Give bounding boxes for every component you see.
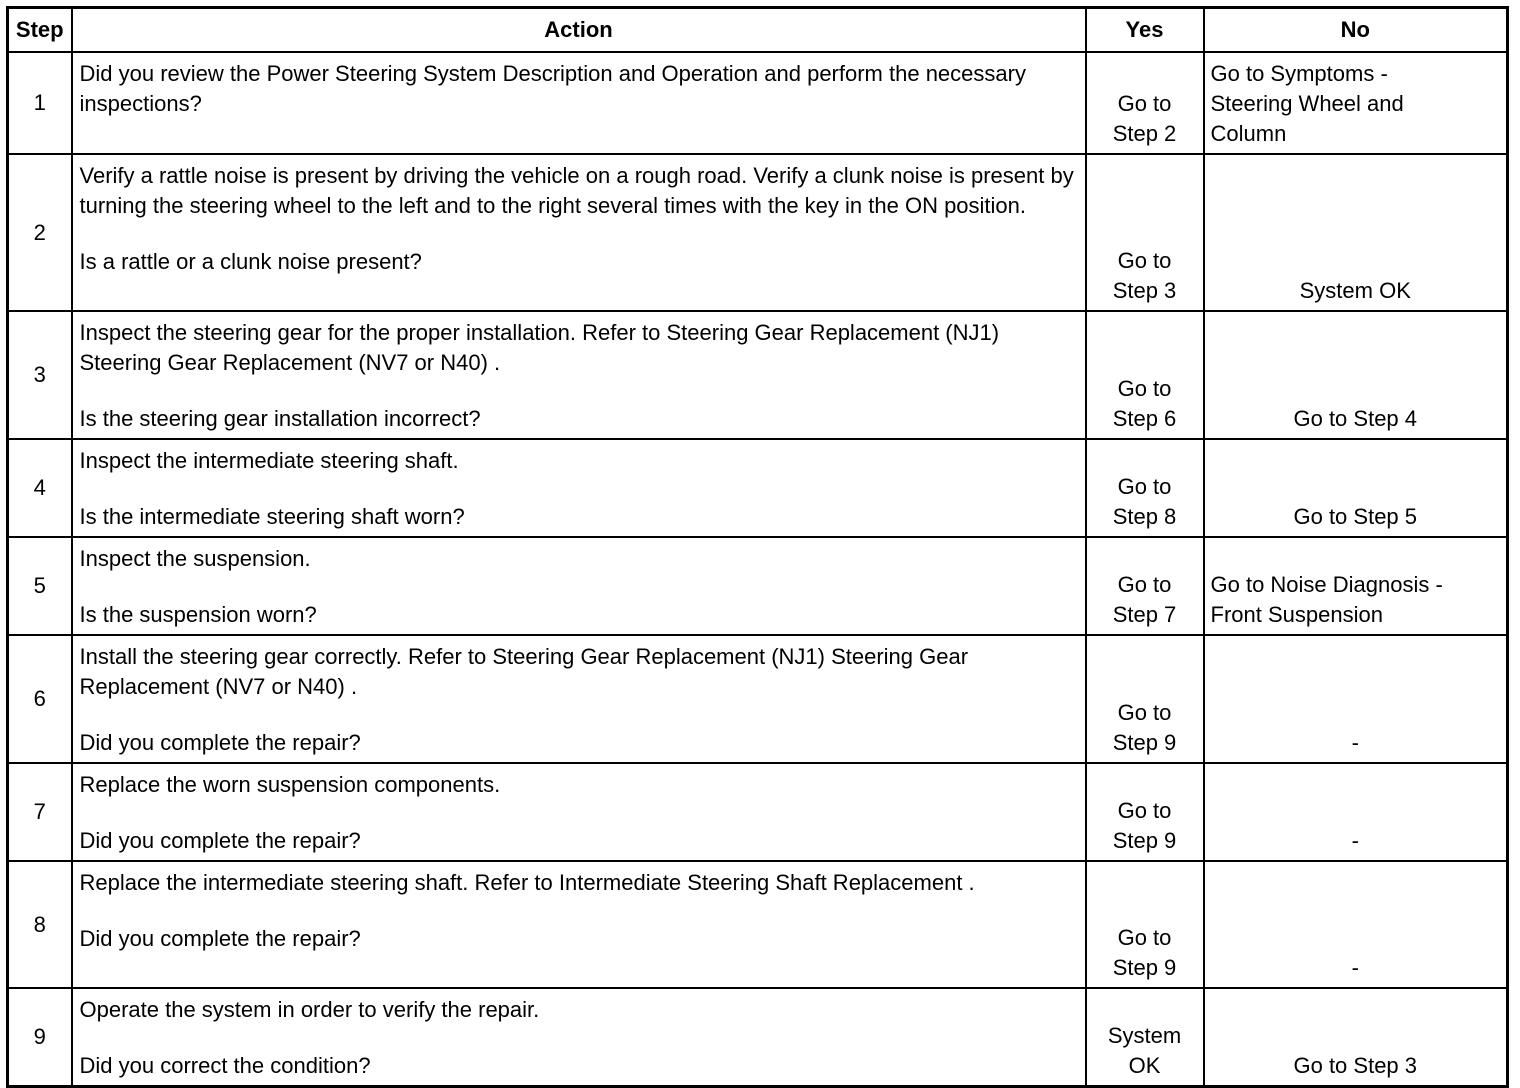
yes-cell: [1086, 52, 1204, 154]
no-text-line: -: [1351, 828, 1359, 853]
action-text: Operate the system in order to verify the repair.: [79, 997, 540, 1022]
action-cell: [72, 988, 1086, 1087]
yes-cell: [1086, 763, 1204, 861]
no-text-line: -: [1351, 730, 1359, 755]
action-text: Inspect the steering gear for the proper installation. Refer to Steering Gear Replacement (NJ1) Steering Gear Replacement (NV7 or N40) .: [79, 320, 1000, 375]
yes-text-line: Go to: [1117, 376, 1172, 401]
header-no: No: [1204, 8, 1508, 53]
yes-text-line: Go to: [1117, 572, 1172, 597]
no-text-line: System OK: [1299, 278, 1411, 303]
action-cell: [72, 154, 1086, 311]
yes-text-line: Step 9: [1112, 828, 1177, 853]
header-step: Step: [8, 8, 72, 53]
yes-cell: [1086, 537, 1204, 635]
header-yes: Yes: [1086, 8, 1204, 53]
table-row: [8, 635, 1508, 763]
yes-text-line: Go to: [1117, 798, 1172, 823]
action-question: Is a rattle or a clunk noise present?: [79, 249, 422, 274]
yes-text-line: Step 9: [1112, 955, 1177, 980]
action-cell: [72, 861, 1086, 988]
yes-cell: [1086, 635, 1204, 763]
no-cell: [1204, 537, 1508, 635]
yes-text-line: OK: [1128, 1053, 1161, 1078]
table-row: [8, 537, 1508, 635]
action-text: Inspect the suspension.: [79, 546, 311, 571]
yes-cell: [1086, 439, 1204, 537]
yes-text-line: Go to: [1117, 248, 1172, 273]
no-cell: [1204, 763, 1508, 861]
no-text-line: -: [1351, 955, 1359, 980]
yes-cell: [1086, 861, 1204, 988]
no-text-line: Go to Step 4: [1293, 406, 1418, 431]
action-question: Is the steering gear installation incorrect?: [79, 406, 481, 431]
yes-cell: [1086, 988, 1204, 1087]
action-text: Inspect the intermediate steering shaft.: [79, 448, 459, 473]
no-cell: [1204, 635, 1508, 763]
yes-text-line: System: [1107, 1023, 1182, 1048]
yes-text-line: Go to: [1117, 91, 1172, 116]
table-row: [8, 763, 1508, 861]
action-text: Replace the intermediate steering shaft. Refer to Intermediate Steering Shaft Replacement .: [79, 870, 975, 895]
no-text-line: Go to Symptoms -: [1210, 61, 1388, 86]
header-action: Action: [72, 8, 1086, 53]
yes-text-line: Go to: [1117, 700, 1172, 725]
table-row: [8, 439, 1508, 537]
no-cell: [1204, 988, 1508, 1087]
yes-text-line: Step 8: [1112, 504, 1177, 529]
no-text-line: Column: [1210, 121, 1287, 146]
step-number: 3: [8, 311, 72, 439]
action-cell: [72, 311, 1086, 439]
step-number: 7: [8, 763, 72, 861]
no-text-line: Go to Noise Diagnosis -: [1210, 572, 1443, 597]
action-cell: [72, 52, 1086, 154]
yes-text-line: Step 9: [1112, 730, 1177, 755]
step-number: 2: [8, 154, 72, 311]
action-text: Verify a rattle noise is present by driving the vehicle on a rough road. Verify a clunk noise is present by turning the steering wheel to the left and to the right several times with the key in the ON position.: [79, 163, 1074, 218]
action-question: Is the intermediate steering shaft worn?: [79, 504, 465, 529]
table-row: [8, 311, 1508, 439]
no-text-line: Go to Step 5: [1293, 504, 1418, 529]
table-row: [8, 52, 1508, 154]
diagnostic-table: [6, 6, 1509, 1088]
yes-text-line: Step 6: [1112, 406, 1177, 431]
step-number: 1: [8, 52, 72, 154]
table-row: [8, 988, 1508, 1087]
header-row: [8, 8, 1508, 53]
yes-cell: [1086, 154, 1204, 311]
action-cell: [72, 635, 1086, 763]
no-text-line: Steering Wheel and: [1210, 91, 1404, 116]
yes-text-line: Step 3: [1112, 278, 1177, 303]
yes-text-line: Step 2: [1112, 121, 1177, 146]
no-cell: [1204, 311, 1508, 439]
action-question: Did you complete the repair?: [79, 730, 361, 755]
yes-text-line: Go to: [1117, 925, 1172, 950]
step-number: 5: [8, 537, 72, 635]
no-cell: [1204, 861, 1508, 988]
no-cell: [1204, 439, 1508, 537]
table-row: [8, 861, 1508, 988]
step-number: 8: [8, 861, 72, 988]
action-cell: [72, 537, 1086, 635]
action-question: Did you correct the condition?: [79, 1053, 371, 1078]
no-text-line: Front Suspension: [1210, 602, 1383, 627]
action-cell: [72, 439, 1086, 537]
step-number: 6: [8, 635, 72, 763]
action-question: Did you complete the repair?: [79, 828, 361, 853]
action-text: Did you review the Power Steering System Description and Operation and perform the necessary inspections?: [79, 61, 1026, 116]
action-text: Install the steering gear correctly. Refer to Steering Gear Replacement (NJ1) Steering Gear Replacement (NV7 or N40) .: [79, 644, 969, 699]
action-cell: [72, 763, 1086, 861]
step-number: 4: [8, 439, 72, 537]
no-cell: [1204, 154, 1508, 311]
action-text: Replace the worn suspension components.: [79, 772, 501, 797]
table-row: [8, 154, 1508, 311]
no-text-line: Go to Step 3: [1293, 1053, 1418, 1078]
yes-text-line: Go to: [1117, 474, 1172, 499]
step-number: 9: [8, 988, 72, 1087]
no-cell: [1204, 52, 1508, 154]
yes-cell: [1086, 311, 1204, 439]
action-question: Did you complete the repair?: [79, 926, 361, 951]
yes-text-line: Step 7: [1112, 602, 1177, 627]
action-question: Is the suspension worn?: [79, 602, 317, 627]
